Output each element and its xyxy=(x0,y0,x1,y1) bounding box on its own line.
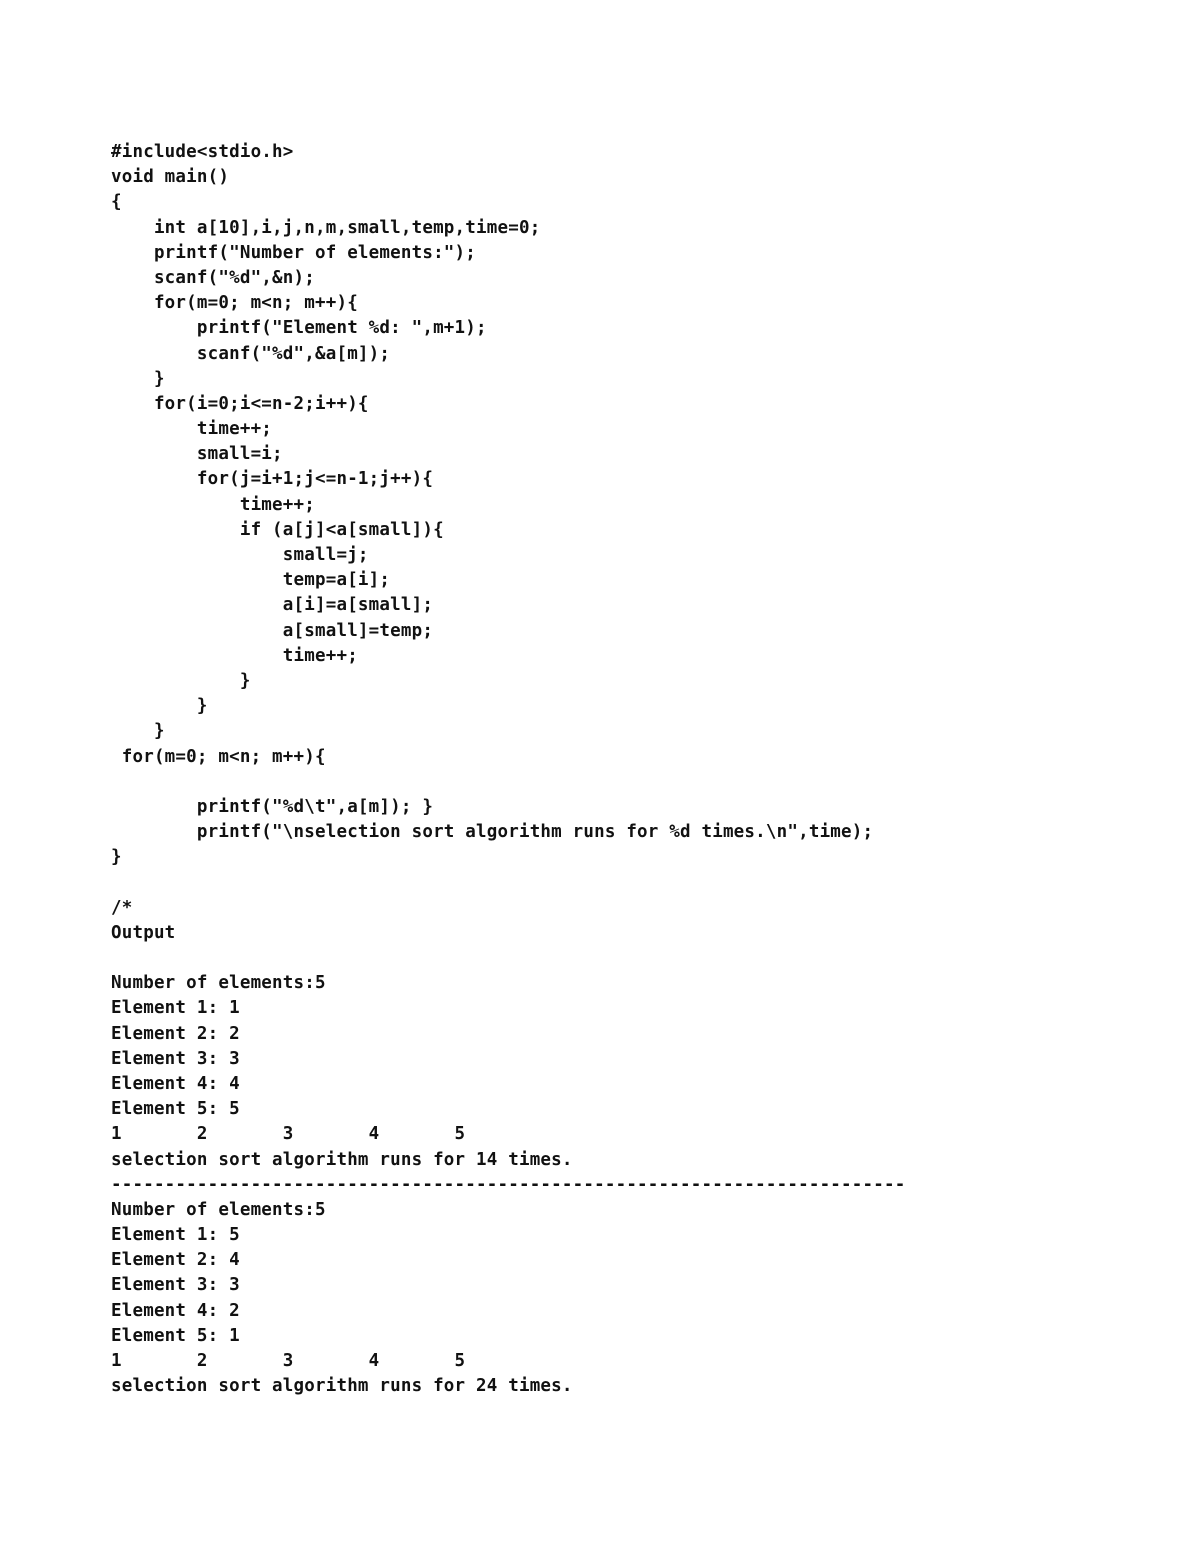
code-line: 1 2 3 4 5 xyxy=(111,1124,466,1145)
code-line: } xyxy=(111,368,165,389)
code-line: if (a[j]<a[small]){ xyxy=(111,519,444,540)
code-line: selection sort algorithm runs for 24 times. xyxy=(111,1376,573,1397)
code-line: for(m=0; m<n; m++){ xyxy=(111,293,358,314)
code-line: for(i=0;i<=n-2;i++){ xyxy=(111,393,369,414)
code-line xyxy=(111,946,1171,971)
code-line: time++; xyxy=(111,419,273,440)
code-line: { xyxy=(111,192,122,213)
code-line xyxy=(111,770,1171,795)
code-line: int a[10],i,j,n,m,small,temp,time=0; xyxy=(111,217,541,238)
code-line: -------------------------------------------------------------------------- xyxy=(111,1174,906,1195)
code-line: Element 5: 1 xyxy=(111,1325,240,1346)
code-line: Element 3: 3 xyxy=(111,1048,240,1069)
code-line: printf("Number of elements:"); xyxy=(111,242,477,263)
code-line: a[small]=temp; xyxy=(111,620,434,641)
code-line: Number of elements:5 xyxy=(111,973,326,994)
code-line: Output xyxy=(111,922,176,943)
code-line: small=j; xyxy=(111,545,369,565)
code-line: } xyxy=(111,696,208,717)
code-line xyxy=(111,870,1171,895)
code-line: temp=a[i]; xyxy=(111,570,391,591)
code-line: scanf("%d",&n); xyxy=(111,267,315,288)
code-line: } xyxy=(111,670,251,691)
code-line: Element 1: 1 xyxy=(111,998,240,1019)
code-line: printf("Element %d: ",m+1); xyxy=(111,318,487,339)
document-page xyxy=(111,140,1171,1399)
code-line: 1 2 3 4 5 xyxy=(111,1351,466,1371)
code-line: printf("\nselection sort algorithm runs for %d times.\n",time); xyxy=(111,822,874,843)
code-line: Number of elements:5 xyxy=(111,1199,326,1220)
code-line: printf("%d\t",a[m]); } xyxy=(111,796,434,817)
code-listing xyxy=(111,140,1171,1399)
code-line: Element 4: 2 xyxy=(111,1300,240,1321)
code-line: void main() xyxy=(111,167,230,188)
code-line: selection sort algorithm runs for 14 times. xyxy=(111,1149,573,1170)
code-line: small=i; xyxy=(111,444,283,465)
code-line: } xyxy=(111,721,165,742)
code-line: for(m=0; m<n; m++){ xyxy=(111,746,326,767)
code-line: Element 2: 2 xyxy=(111,1023,240,1044)
code-line: Element 2: 4 xyxy=(111,1250,240,1271)
code-line: a[i]=a[small]; xyxy=(111,595,434,616)
code-line: /* xyxy=(111,897,133,918)
code-line: Element 5: 5 xyxy=(111,1099,240,1120)
code-line: Element 4: 4 xyxy=(111,1073,240,1094)
code-line: for(j=i+1;j<=n-1;j++){ xyxy=(111,469,434,490)
code-line: } xyxy=(111,847,122,868)
code-line: Element 3: 3 xyxy=(111,1275,240,1296)
code-line: #include<stdio.h> xyxy=(111,142,294,162)
code-line: time++; xyxy=(111,494,315,515)
code-line: scanf("%d",&a[m]); xyxy=(111,343,391,364)
code-line: Element 1: 5 xyxy=(111,1225,240,1246)
code-line: time++; xyxy=(111,645,358,666)
